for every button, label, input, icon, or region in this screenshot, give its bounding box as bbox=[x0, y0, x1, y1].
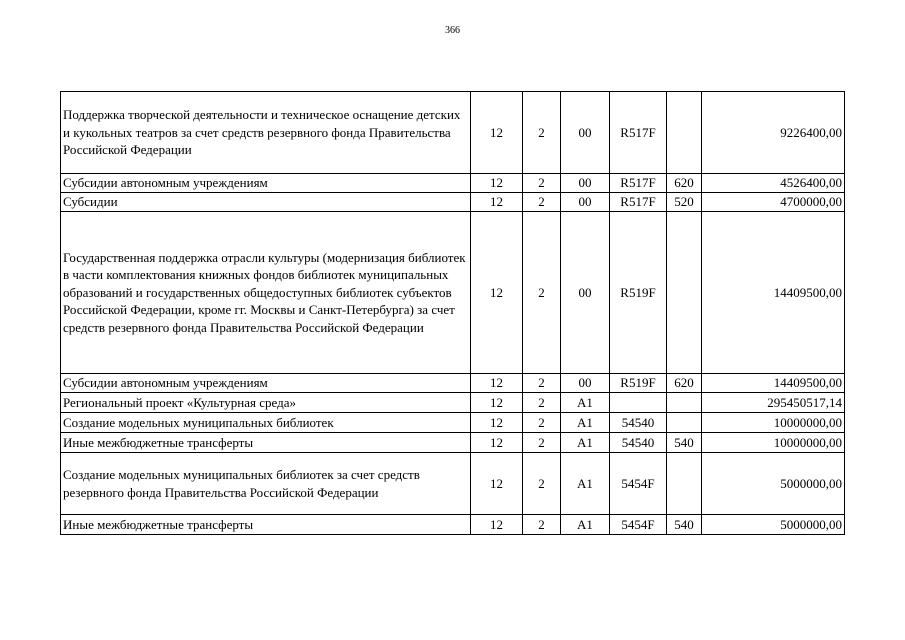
row-program: 00 bbox=[561, 212, 610, 374]
table-row bbox=[61, 374, 845, 393]
row-section: 12 bbox=[471, 92, 523, 174]
table-row bbox=[61, 212, 845, 374]
row-target-code: R517F bbox=[610, 174, 667, 193]
row-amount: 14409500,00 bbox=[702, 374, 845, 393]
row-program: 00 bbox=[561, 374, 610, 393]
row-amount: 10000000,00 bbox=[702, 433, 845, 453]
row-program: А1 bbox=[561, 393, 610, 413]
row-section: 12 bbox=[471, 193, 523, 212]
row-amount: 4526400,00 bbox=[702, 174, 845, 193]
table-row bbox=[61, 433, 845, 453]
row-section: 12 bbox=[471, 174, 523, 193]
row-name: Субсидии автономным учреждениям bbox=[61, 374, 471, 393]
row-target-code: 54540 bbox=[610, 413, 667, 433]
row-subsection: 2 bbox=[523, 193, 561, 212]
row-program: А1 bbox=[561, 413, 610, 433]
row-target-code: R517F bbox=[610, 92, 667, 174]
row-name: Иные межбюджетные трансферты bbox=[61, 515, 471, 535]
row-subsection: 2 bbox=[523, 413, 561, 433]
row-amount: 10000000,00 bbox=[702, 413, 845, 433]
row-section: 12 bbox=[471, 433, 523, 453]
row-expense-type: 620 bbox=[667, 174, 702, 193]
row-section: 12 bbox=[471, 212, 523, 374]
row-section: 12 bbox=[471, 413, 523, 433]
row-amount: 14409500,00 bbox=[702, 212, 845, 374]
row-target-code: 54540 bbox=[610, 433, 667, 453]
table-row bbox=[61, 174, 845, 193]
row-expense-type bbox=[667, 92, 702, 174]
table-row bbox=[61, 413, 845, 433]
row-subsection: 2 bbox=[523, 374, 561, 393]
row-program: А1 bbox=[561, 515, 610, 535]
row-subsection: 2 bbox=[523, 92, 561, 174]
page-number: 366 bbox=[445, 25, 460, 36]
row-amount: 9226400,00 bbox=[702, 92, 845, 174]
row-expense-type bbox=[667, 212, 702, 374]
row-amount: 5000000,00 bbox=[702, 515, 845, 535]
row-program: А1 bbox=[561, 453, 610, 515]
row-subsection: 2 bbox=[523, 212, 561, 374]
row-expense-type: 620 bbox=[667, 374, 702, 393]
row-subsection: 2 bbox=[523, 453, 561, 515]
row-name: Субсидии автономным учреждениям bbox=[61, 174, 471, 193]
row-name: Государственная поддержка отрасли культуры (модернизация библиотек в части комплектования книжных фондов библиотек муниципальных образований и государственных общедоступных библиотек субъектов Российской Федерации, кроме гг. Москвы и Санкт-Петербурга) за счет средств резервного фонда Правительства Российской Федерации bbox=[61, 212, 471, 374]
row-target-code bbox=[610, 393, 667, 413]
row-expense-type: 540 bbox=[667, 515, 702, 535]
row-target-code: 5454F bbox=[610, 515, 667, 535]
row-name: Субсидии bbox=[61, 193, 471, 212]
row-name: Иные межбюджетные трансферты bbox=[61, 433, 471, 453]
row-amount: 295450517,14 bbox=[702, 393, 845, 413]
row-subsection: 2 bbox=[523, 393, 561, 413]
row-subsection: 2 bbox=[523, 515, 561, 535]
row-section: 12 bbox=[471, 515, 523, 535]
row-section: 12 bbox=[471, 453, 523, 515]
row-name: Региональный проект «Культурная среда» bbox=[61, 393, 471, 413]
row-name: Поддержка творческой деятельности и техническое оснащение детских и кукольных театров за счет средств резервного фонда Правительства Российской Федерации bbox=[61, 92, 471, 174]
row-section: 12 bbox=[471, 393, 523, 413]
row-section: 12 bbox=[471, 374, 523, 393]
row-amount: 5000000,00 bbox=[702, 453, 845, 515]
row-program: 00 bbox=[561, 193, 610, 212]
table-row bbox=[61, 453, 845, 515]
row-expense-type bbox=[667, 393, 702, 413]
row-program: 00 bbox=[561, 174, 610, 193]
row-subsection: 2 bbox=[523, 433, 561, 453]
table-row bbox=[61, 92, 845, 174]
row-expense-type bbox=[667, 453, 702, 515]
table-row bbox=[61, 515, 845, 535]
row-target-code: R519F bbox=[610, 212, 667, 374]
row-name: Создание модельных муниципальных библиотек bbox=[61, 413, 471, 433]
row-expense-type: 520 bbox=[667, 193, 702, 212]
row-expense-type bbox=[667, 413, 702, 433]
row-amount: 4700000,00 bbox=[702, 193, 845, 212]
row-target-code: R517F bbox=[610, 193, 667, 212]
row-expense-type: 540 bbox=[667, 433, 702, 453]
row-subsection: 2 bbox=[523, 174, 561, 193]
row-target-code: R519F bbox=[610, 374, 667, 393]
row-program: 00 bbox=[561, 92, 610, 174]
budget-table bbox=[60, 91, 845, 535]
table-row bbox=[61, 193, 845, 212]
row-name: Создание модельных муниципальных библиотек за счет средств резервного фонда Правительства Российской Федерации bbox=[61, 453, 471, 515]
table-row bbox=[61, 393, 845, 413]
row-target-code: 5454F bbox=[610, 453, 667, 515]
row-program: А1 bbox=[561, 433, 610, 453]
